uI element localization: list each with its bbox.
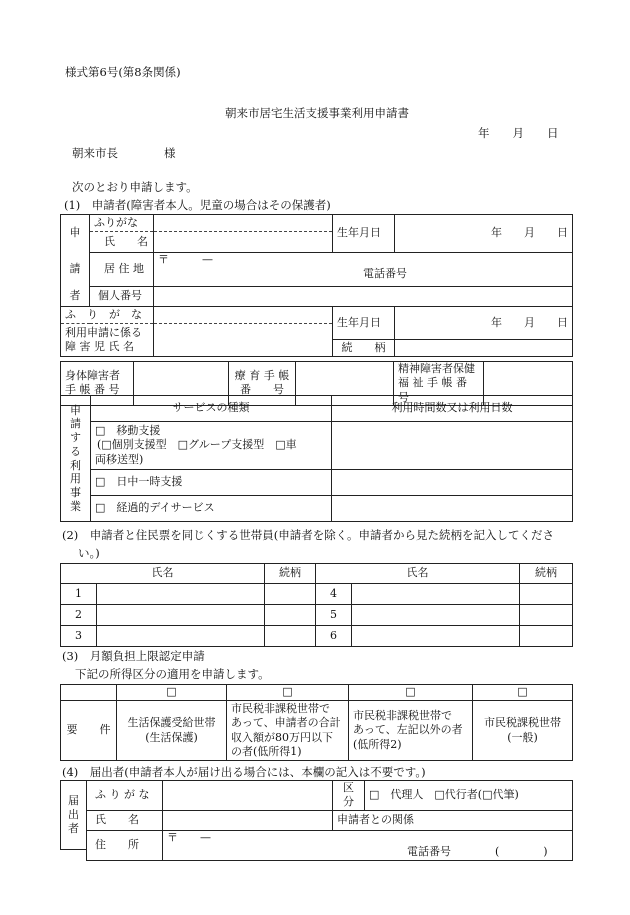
notifier-postal-mark: 〒 — bbox=[167, 830, 211, 844]
household-name-field[interactable] bbox=[97, 626, 265, 647]
child-birthdate-field[interactable]: 年 月 日 bbox=[395, 307, 573, 340]
household-name-field[interactable] bbox=[97, 584, 265, 605]
income-checkbox-1[interactable]: □ bbox=[117, 685, 227, 701]
notifier-address-field[interactable] bbox=[163, 830, 573, 860]
child-furigana-field[interactable] bbox=[154, 307, 333, 324]
relationship-label: 申請者との関係 bbox=[333, 810, 573, 830]
income-checkbox-3[interactable]: □ bbox=[349, 685, 473, 701]
personal-number-field[interactable] bbox=[154, 287, 573, 307]
applicant-table bbox=[60, 214, 573, 357]
transitional-day-service-option[interactable]: □ 経過的デイサービス bbox=[91, 496, 332, 522]
child-name-label: 利用申請に係る 障 害 児 氏 名 bbox=[61, 324, 154, 357]
row-number: 3 bbox=[61, 626, 97, 647]
income-category-table bbox=[60, 684, 573, 761]
household-relation-field[interactable] bbox=[520, 584, 573, 605]
income-option-low2: 市民税非課税世帯で あって、左記以外の者 (低所得2) bbox=[349, 701, 473, 761]
row-number: 2 bbox=[61, 605, 97, 626]
child-furigana-label: ふ り が な bbox=[61, 307, 154, 324]
service-type-header: サービスの種類 bbox=[91, 396, 332, 422]
household-name-field[interactable] bbox=[97, 605, 265, 626]
household-name-header-right: 氏名 bbox=[316, 564, 520, 584]
notifier-vertical-label: 届出者 bbox=[60, 780, 86, 850]
blank-corner bbox=[61, 685, 117, 701]
income-checkbox-2[interactable]: □ bbox=[227, 685, 349, 701]
notifier-furigana-field[interactable] bbox=[163, 781, 333, 811]
income-option-low1: 市民税非課税世帯で あって、申請者の合計 収入額が80万円以下 の者(低所得1) bbox=[227, 701, 349, 761]
classification-options[interactable]: □ 代理人 □代行者(□代筆) bbox=[365, 781, 573, 811]
notifier-name-label: 氏 名 bbox=[87, 810, 163, 830]
household-relation-field[interactable] bbox=[265, 584, 316, 605]
services-vertical-label: 申請する利用事業 bbox=[61, 396, 91, 522]
mobility-support-option[interactable]: □ 移動支援 (□個別支援型 □グループ支援型 □車 両移送型) bbox=[91, 422, 332, 470]
physical-cert-label: 身体障害者 手 帳 番 号 bbox=[61, 362, 134, 406]
classification-label: 区 分 bbox=[333, 781, 365, 811]
household-name-header-left: 氏名 bbox=[61, 564, 265, 584]
row-number: 4 bbox=[316, 584, 352, 605]
section-4-heading: (4) 届出者(申請者本人が届け出る場合には、本欄の記入は不要です。) bbox=[62, 765, 426, 779]
household-name-field[interactable] bbox=[352, 605, 520, 626]
section-3-sub: 下記の所得区分の適用を申請します。 bbox=[75, 667, 270, 681]
household-name-field[interactable] bbox=[352, 584, 520, 605]
notifier-name-field[interactable] bbox=[163, 810, 333, 830]
household-relation-field[interactable] bbox=[265, 605, 316, 626]
notifier-address-label: 住 所 bbox=[87, 830, 163, 860]
household-relation-field[interactable] bbox=[520, 605, 573, 626]
birthdate-label: 生年月日 bbox=[333, 215, 395, 253]
rehab-cert-label: 療 育 手 帳 番 号 bbox=[229, 362, 296, 406]
address-label: 居 住 地 bbox=[90, 253, 154, 287]
name-label: 氏 名 bbox=[90, 232, 154, 253]
addressee: 朝来市長 様 bbox=[72, 146, 176, 160]
table-row bbox=[61, 584, 573, 605]
phone-label: 電話番号 bbox=[363, 267, 407, 281]
household-relation-field[interactable] bbox=[265, 626, 316, 647]
intro-text: 次のとおり申請します。 bbox=[72, 180, 198, 194]
income-checkbox-4[interactable]: □ bbox=[473, 685, 573, 701]
household-table bbox=[60, 563, 573, 647]
postal-mark: 〒 — bbox=[158, 253, 213, 266]
mobility-usage-field[interactable] bbox=[332, 422, 573, 470]
notifier-table bbox=[86, 780, 573, 861]
date-line: 年 月 日 bbox=[478, 126, 559, 140]
relation-field[interactable] bbox=[395, 340, 573, 357]
income-option-welfare: 生活保護受給世帯 (生活保護) bbox=[117, 701, 227, 761]
household-relation-header-right: 続柄 bbox=[520, 564, 573, 584]
applicant-label-1: 申 bbox=[61, 215, 90, 253]
furigana-label: ふりがな bbox=[90, 215, 154, 232]
mental-cert-label: 精神障害者保健 福 祉 手 帳 番 号 bbox=[394, 362, 484, 406]
applicant-label-2: 請 bbox=[61, 253, 90, 287]
personal-number-label: 個人番号 bbox=[90, 287, 154, 307]
relation-label: 続 柄 bbox=[333, 340, 395, 357]
usage-time-header: 利用時間数又は利用日数 bbox=[332, 396, 573, 422]
household-name-field[interactable] bbox=[352, 626, 520, 647]
section-2-heading: (2) 申請者と住民票を同じくする世帯員(申請者を除く。申請者から見た続柄を記入してくださ bbox=[62, 528, 555, 542]
form-title: 朝来市居宅生活支援事業利用申請書 bbox=[225, 106, 409, 120]
daytime-usage-field[interactable] bbox=[332, 470, 573, 496]
requirement-label: 要 件 bbox=[61, 701, 117, 761]
birthdate-field[interactable]: 年 月 日 bbox=[395, 215, 573, 253]
notifier-phone-label: 電話番号 ( ) bbox=[407, 844, 548, 858]
daytime-support-option[interactable]: □ 日中一時支援 bbox=[91, 470, 332, 496]
applicant-label-3: 者 bbox=[61, 287, 90, 307]
section-3-heading: (3) 月額負担上限認定申請 bbox=[62, 649, 205, 663]
name-field[interactable] bbox=[154, 232, 333, 253]
row-number: 6 bbox=[316, 626, 352, 647]
notifier-furigana-label: ふ り が な bbox=[87, 781, 163, 811]
table-row bbox=[61, 605, 573, 626]
furigana-field[interactable] bbox=[154, 215, 333, 232]
section-1-heading: (1) 申請者(障害者本人。児童の場合はその保護者) bbox=[64, 198, 331, 212]
child-birthdate-label: 生年月日 bbox=[333, 307, 395, 340]
address-field[interactable] bbox=[154, 253, 573, 287]
row-number: 5 bbox=[316, 605, 352, 626]
form-number: 様式第6号(第8条関係) bbox=[65, 65, 181, 79]
row-number: 1 bbox=[61, 584, 97, 605]
table-row bbox=[61, 626, 573, 647]
household-relation-field[interactable] bbox=[520, 626, 573, 647]
child-name-field[interactable] bbox=[154, 324, 333, 357]
transitional-usage-field[interactable] bbox=[332, 496, 573, 522]
income-option-general: 市民税課税世帯 (一般) bbox=[473, 701, 573, 761]
section-2-heading-cont: い。) bbox=[78, 546, 100, 560]
services-table bbox=[60, 395, 573, 522]
household-relation-header-left: 続柄 bbox=[265, 564, 316, 584]
